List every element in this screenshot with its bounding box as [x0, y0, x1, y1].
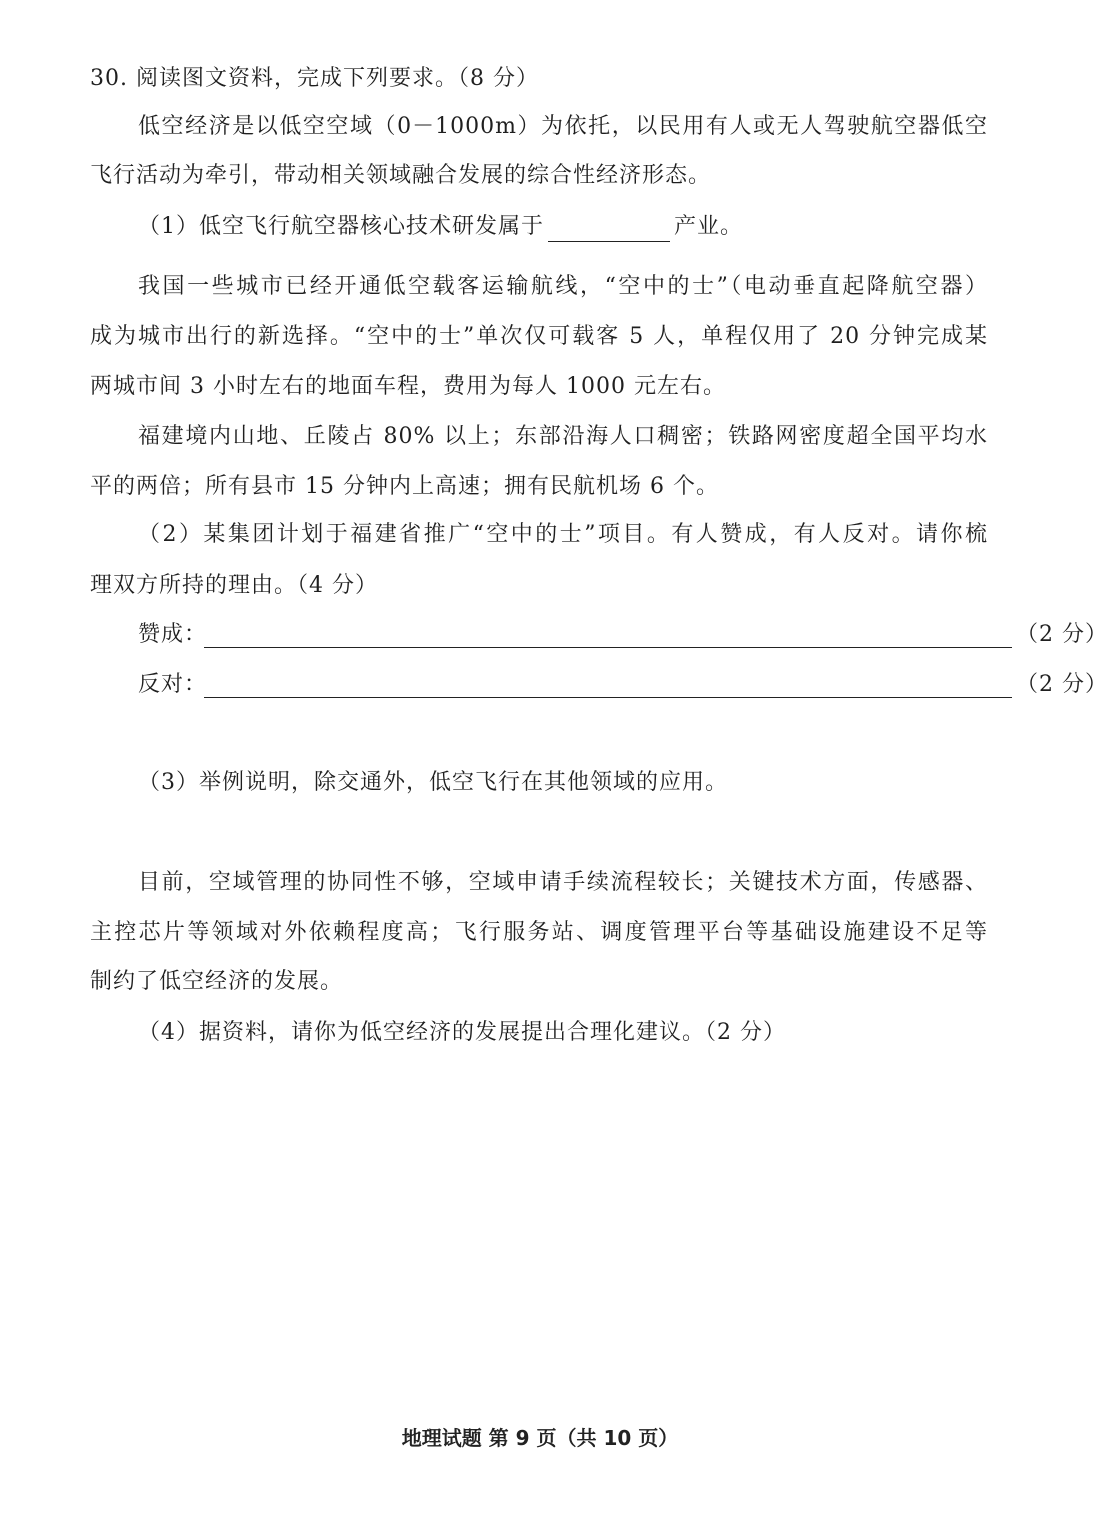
material-4-line-1: 目前，空域管理的协同性不够，空域申请手续流程较长；关键技术方面，传感器、 — [138, 870, 988, 895]
material-4-line-2: 主控芯片等领域对外依赖程度高；飞行服务站、调度管理平台等基础设施建设不足等 — [90, 920, 988, 945]
sub-question-3: （3）举例说明，除交通外，低空飞行在其他领域的应用。 — [138, 770, 728, 795]
oppose-points: （2 分） — [1016, 672, 1108, 697]
sub-question-1-suffix: 产业。 — [674, 214, 744, 239]
sub-question-2-line-2: 理双方所持的理由。（4 分） — [90, 573, 378, 598]
material-2-line-2: 成为城市出行的新选择。“空中的士”单次仅可载客 5 人，单程仅用了 20 分钟完成某 — [90, 324, 988, 349]
oppose-answer-row — [138, 670, 1108, 700]
approve-points: （2 分） — [1016, 622, 1108, 647]
approve-label: 赞成： — [138, 622, 208, 647]
sub-question-1-text: （1）低空飞行航空器核心技术研发属于 — [138, 214, 544, 239]
oppose-answer-line[interactable] — [204, 697, 1012, 698]
approve-answer-row — [138, 620, 1108, 650]
question-title: 30. 阅读图文资料，完成下列要求。（8 分） — [90, 66, 539, 91]
approve-answer-line[interactable] — [204, 647, 1012, 648]
material-2-line-1: 我国一些城市已经开通低空载客运输航线，“空中的士”（电动垂直起降航空器） — [138, 274, 988, 299]
sub-question-1 — [138, 212, 743, 242]
page-footer: 地理试题 第 9 页（共 10 页） — [401, 1426, 679, 1450]
fill-blank[interactable] — [548, 217, 670, 242]
sub-question-2-line-1: （2）某集团计划于福建省推广“空中的士”项目。有人赞成，有人反对。请你梳 — [138, 522, 988, 547]
material-2-line-3: 两城市间 3 小时左右的地面车程，费用为每人 1000 元左右。 — [90, 374, 726, 399]
material-4-line-3: 制约了低空经济的发展。 — [90, 969, 344, 994]
material-3-line-2: 平的两倍；所有县市 15 分钟内上高速；拥有民航机场 6 个。 — [90, 474, 719, 499]
oppose-label: 反对： — [138, 672, 208, 697]
intro-line-2: 飞行活动为牵引，带动相关领域融合发展的综合性经济形态。 — [90, 163, 712, 188]
intro-line-1: 低空经济是以低空空域（0－1000m）为依托，以民用有人或无人驾驶航空器低空 — [138, 114, 988, 139]
material-3-line-1: 福建境内山地、丘陵占 80% 以上；东部沿海人口稠密；铁路网密度超全国平均水 — [138, 424, 988, 449]
sub-question-4: （4）据资料，请你为低空经济的发展提出合理化建议。（2 分） — [138, 1020, 786, 1045]
